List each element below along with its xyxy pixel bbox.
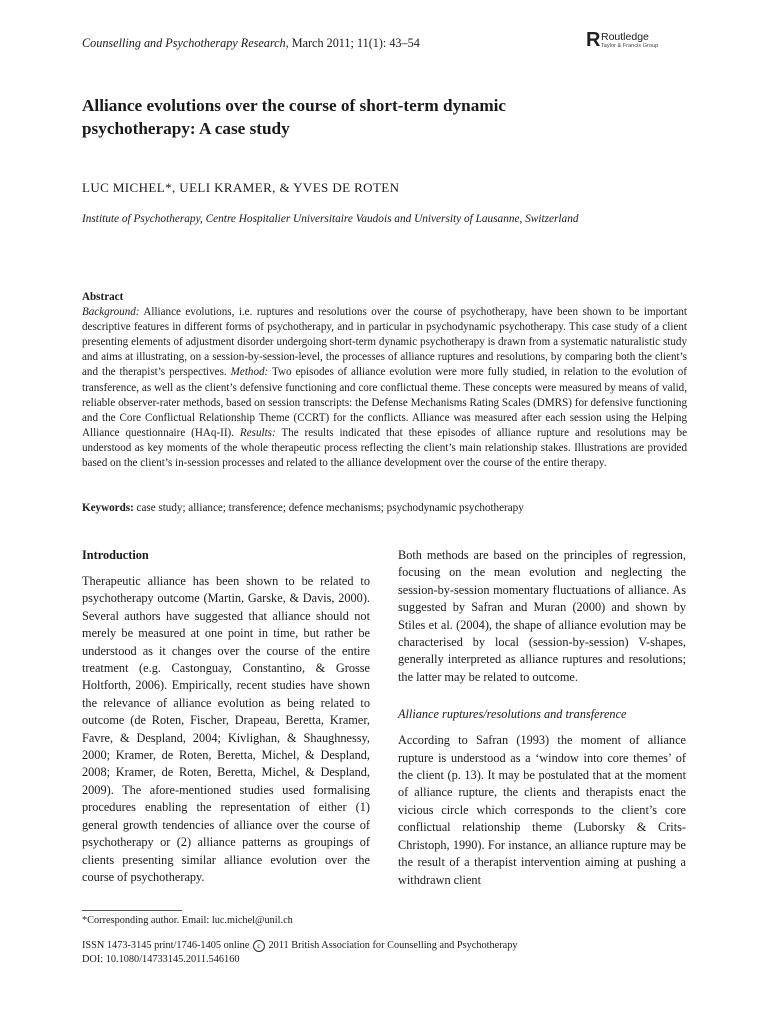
body-column-left — [82, 547, 370, 886]
abstract-results-text: The results indicated that these episodes of alliance rupture and resolutions may be understood as key moments of the whole therapeutic process reflecting the client’s main relationship stakes. Illustrations are provided based on the client’s in-session processes and related to the alliance development over the course of the entire therapy. — [82, 426, 687, 470]
journal-name: Counselling and Psychotherapy Research — [82, 36, 286, 50]
doi-line: DOI: 10.1080/14733145.2011.546160 — [82, 954, 240, 965]
introduction-paragraph: Therapeutic alliance has been shown to be related to psychotherapy outcome (Martin, Garske, & Davis, 2000). Several authors have suggested that alliance should not merely be measured at one point in time, but rather be understood as it changes over the course of the entire treatment (e.g. Castonguay, Constantino, & Grosse Holtforth, 2006). Empirically, recent studies have shown the relevance of alliance evolution as being related to outcome (de Roten, Fischer, Drapeau, Beretta, Kramer, Favre, & Despland, 2004; Kivlighan, & Shaughnessy, 2000; Kramer, de Roten, Beretta, Michel, & Despland, 2008; Kramer, de Roten, Beretta, Michel, & Despland, 2009). The afore-mentioned studies used formalising procedures enabling the representation of either (1) general growth tendencies of alliance over the course of psychotherapy or (2) alliance patterns as groupings of clients presenting similar alliance evolution over the course of psychotherapy. — [82, 574, 370, 884]
author-affiliation: Institute of Psychotherapy, Centre Hospitalier Universitaire Vaudois and University of Lausanne, Switzerland — [82, 213, 579, 225]
right-column-paragraph-1: Both methods are based on the principles of regression, focusing on the mean evolution and neglecting the session-by-session momentary fluctuations of alliance. As suggested by Safran and Muran (2000) and shown by Stiles et al. (2004), the shape of alliance evolution may be characterised by local (session-by-session) V-shapes, generally interpreted as alliance ruptures and resolutions; the latter may be related to outcome. — [398, 548, 686, 684]
running-head — [82, 36, 420, 51]
abstract — [82, 290, 687, 471]
publisher-group: Taylor & Francis Group — [601, 43, 659, 49]
routledge-logo-icon: R — [586, 29, 601, 51]
issue-info: , March 2011; 11(1): 43–54 — [285, 36, 420, 50]
abstract-results-label: Results: — [239, 426, 276, 439]
right-column-paragraph-2: According to Safran (1993) the moment of alliance rupture is understood as a ‘window into core themes’ of the client (p. 13). It may be postulated that at the moment of alliance rupture, the clients and therapists enact the vicious circle which corresponds to the client’s core conflictual relationship theme (Luborsky & Crits-Christoph, 1990). For instance, an alliance rupture may be the result of a therapist intervention aiming at pushing a withdrawn client — [398, 733, 686, 887]
keywords-text: case study; alliance; transference; defence mechanisms; psychodynamic psychotherapy — [133, 502, 524, 514]
footnote-divider — [82, 910, 182, 911]
copyright-icon: c — [253, 940, 265, 952]
abstract-background-text: Alliance evolutions, i.e. ruptures and resolutions over the course of psychotherapy, have been shown to be important descriptive features in different forms of psychotherapy, and in particular in psychodynamic psychotherapy. This case study of a client presenting elements of adjustment disorder undergoing short-term dynamic psychotherapy is drawn from a systematic naturalistic study and aims at illustrating, on a session-by-session-level, the processes of alliance ruptures and resolutions, by comparing both the client’s and the therapist’s perspectives. — [82, 306, 687, 379]
abstract-heading: Abstract — [82, 291, 124, 303]
issn-text: ISSN 1473-3145 print/1746-1405 online — [82, 940, 250, 951]
publisher-name: Routledge — [601, 31, 649, 43]
article-title-line-1: Alliance evolutions over the course of short-term dynamic — [82, 96, 507, 115]
subsection-heading-ruptures: Alliance ruptures/resolutions and transference — [398, 707, 627, 722]
section-heading-introduction: Introduction — [82, 548, 149, 562]
corresponding-author-footnote: *Corresponding author. Email: luc.michel@unil.ch — [82, 915, 293, 926]
keywords — [82, 501, 687, 516]
issn-line — [82, 939, 518, 953]
article-title-line-2: psychotherapy: A case study — [82, 119, 290, 138]
body-column-right — [398, 547, 686, 889]
abstract-background-label: Background: — [82, 306, 140, 319]
copyright-text: 2011 British Association for Counselling and Psychotherapy — [268, 940, 518, 951]
abstract-method-label: Method: — [230, 366, 269, 379]
abstract-body — [82, 305, 687, 471]
article-title — [82, 94, 642, 140]
abstract-method-text: Two episodes of alliance evolution were more fully studied, in relation to the evolution of transference, as well as the client’s defensive functioning and core conflictual theme. These concepts were measured by means of valid, reliable observer-rater methods, based on session transcripts: the Defense Mechanisms Rating Scales (DMRS) for defensive functioning and the Core Conflictual Relationship Theme (CCRT) for the conflicts. Alliance was measured after each session using the Helping Alliance questionnaire (HAq-II). — [82, 366, 687, 439]
keywords-label: Keywords: — [82, 502, 134, 514]
author-list: LUC MICHEL*, UELI KRAMER, & YVES DE ROTEN — [82, 180, 400, 195]
publication-info — [82, 939, 518, 967]
